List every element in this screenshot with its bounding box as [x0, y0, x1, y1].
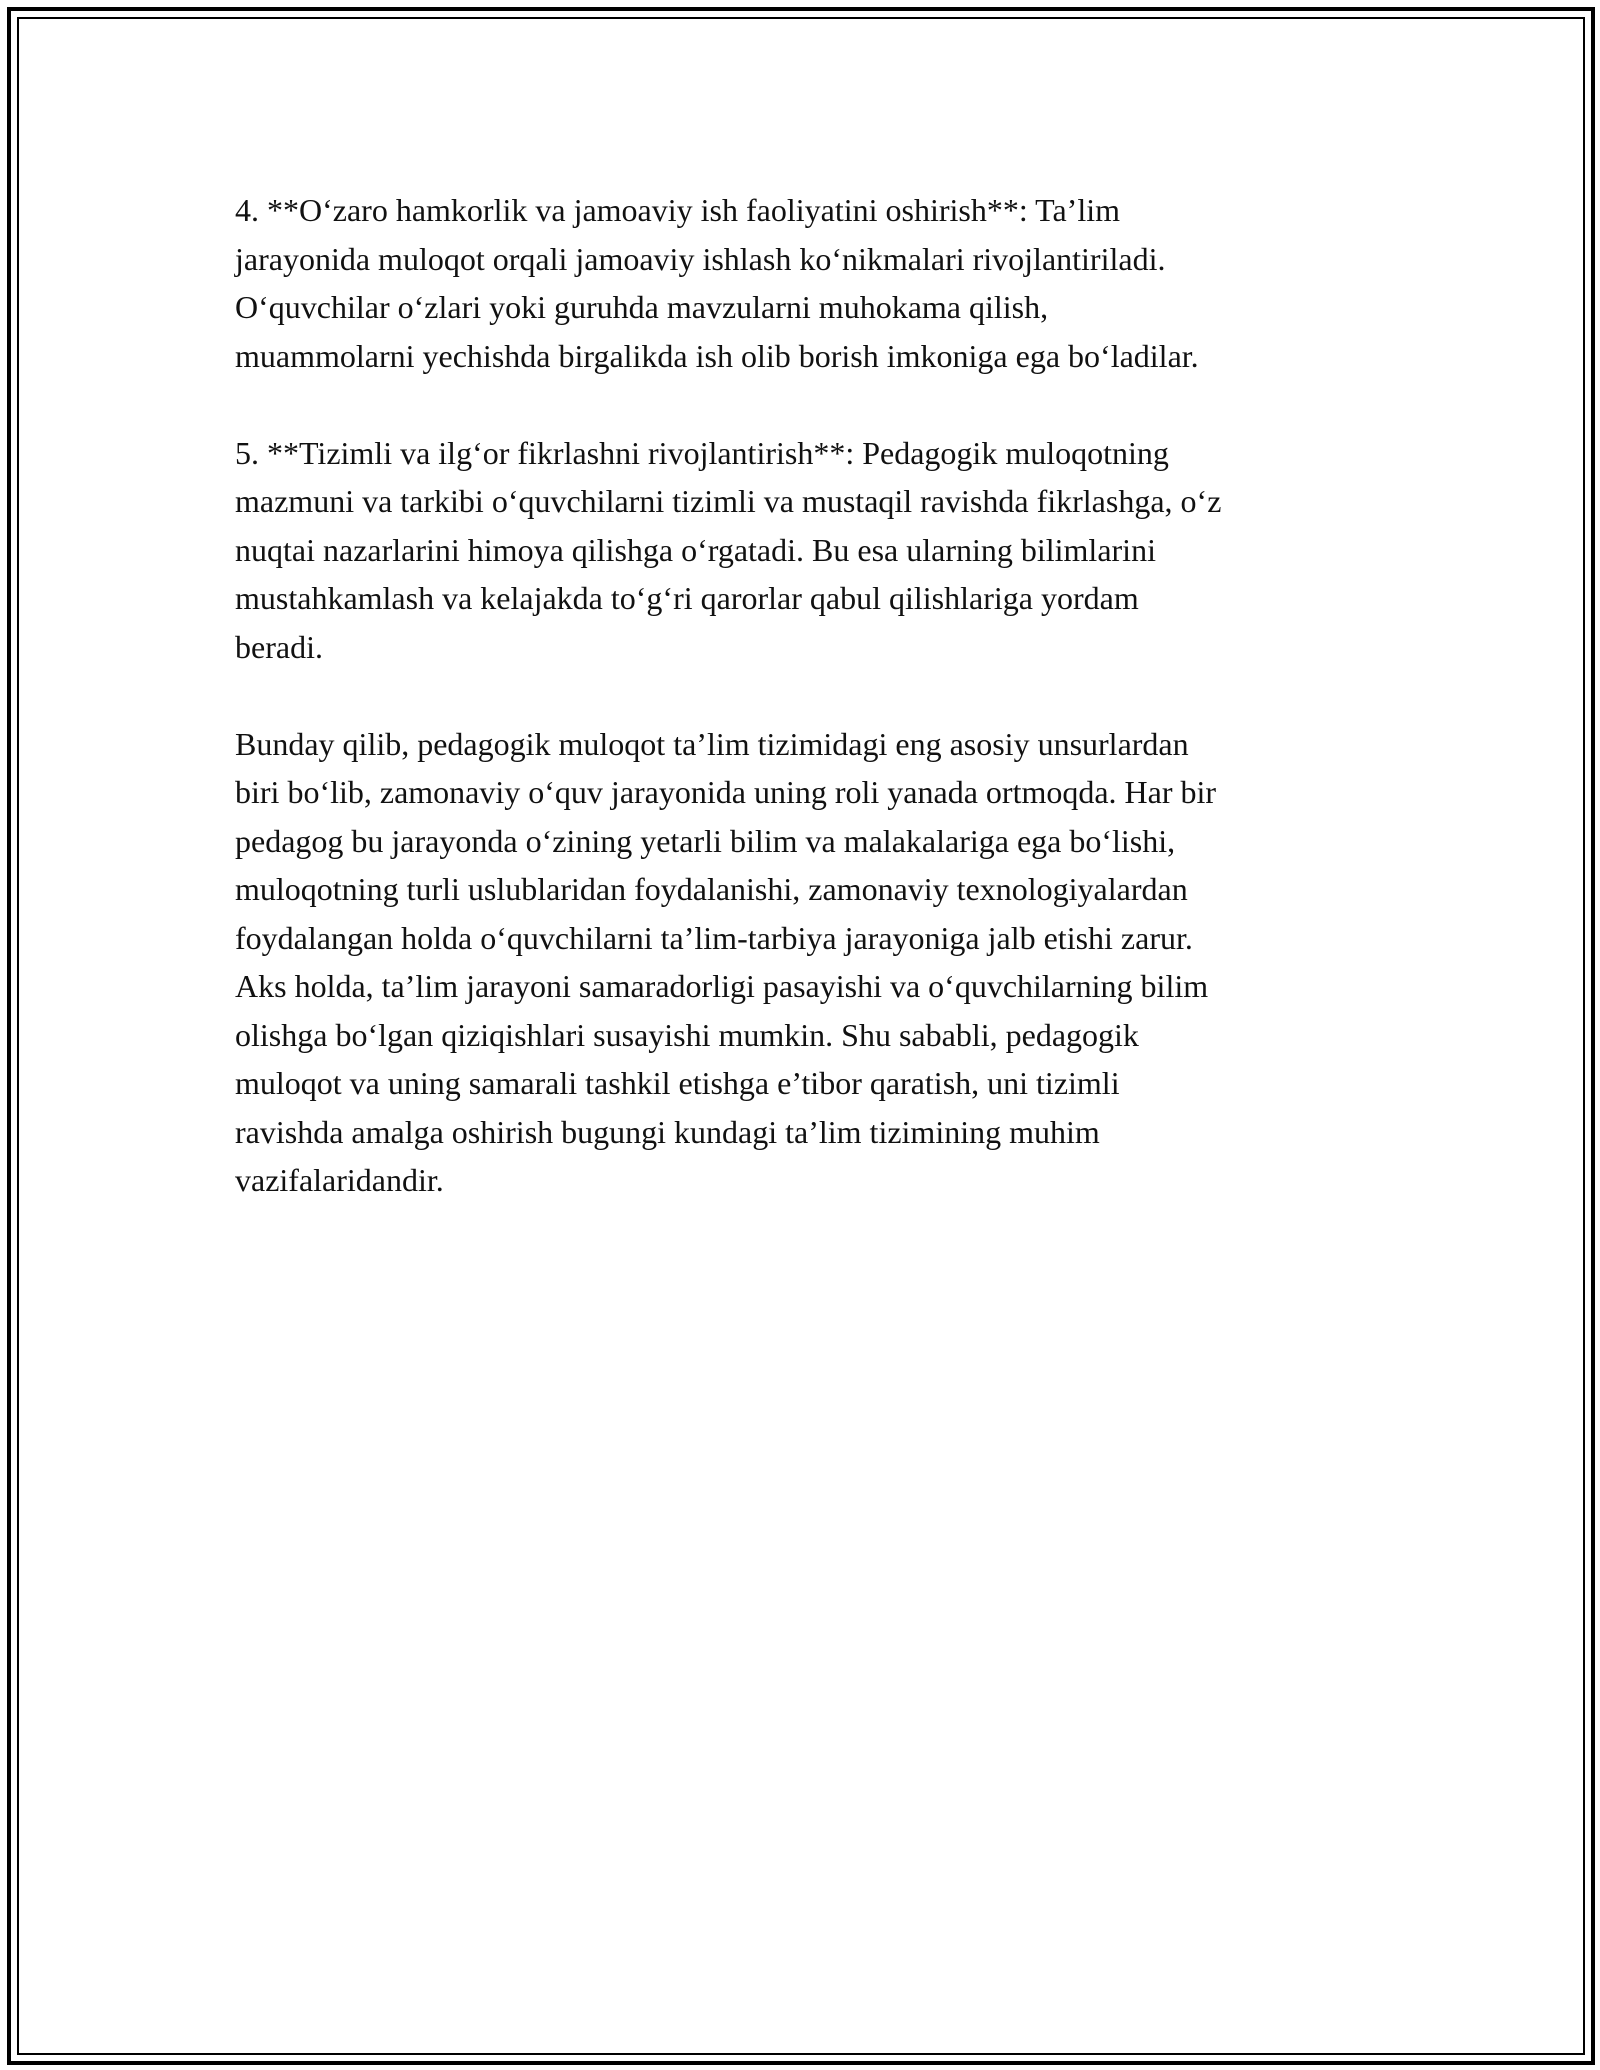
text-line: biri bo‘lib, zamonaviy o‘quv jarayonida uning roli yanada ortmoqda. Har bir — [235, 774, 1217, 810]
text-line: 5. **Tizimli va ilg‘or fikrlashni rivojlantirish**: Pedagogik muloqotning — [235, 434, 1169, 471]
text-line: beradi. — [235, 628, 323, 665]
text-line: Bunday qilib, pedagogik muloqot ta’lim tizimidagi eng asosiy unsurlardan — [235, 725, 1189, 762]
text-line: muammolarni yechishda birgalikda ish olib borish imkoniga ega bo‘ladilar. — [235, 337, 1199, 374]
document-body — [235, 186, 1375, 1253]
text-line: foydalangan holda o‘quvchilarni ta’lim-tarbiya jarayoniga jalb etishi zarur. — [235, 919, 1193, 956]
paragraph-conclusion — [235, 720, 1375, 1205]
text-line: jarayonida muloqot orqali jamoaviy ishlash ko‘nikmalari rivojlantiriladi. — [235, 240, 1166, 277]
text-line: mustahkamlash va kelajakda to‘g‘ri qarorlar qabul qilishlariga yordam — [235, 580, 1139, 616]
text-line: nuqtai nazarlarini himoya qilishga o‘rgatadi. Bu esa ularning bilimlarini — [235, 531, 1156, 568]
text-line: O‘quvchilar o‘zlari yoki guruhda mavzularni muhokama qilish, — [235, 289, 1049, 325]
paragraph-item-5 — [235, 429, 1375, 672]
paragraph-item-4 — [235, 186, 1375, 380]
text-line: 4. **O‘zaro hamkorlik va jamoaviy ish faoliyatini oshirish**: Ta’lim — [235, 192, 1120, 228]
text-line: pedagog bu jarayonda o‘zining yetarli bilim va malakalariga ega bo‘lishi, — [235, 822, 1176, 859]
text-line: muloqotning turli uslublaridan foydalanishi, zamonaviy texnologiyalardan — [235, 871, 1188, 907]
text-line: olishga bo‘lgan qiziqishlari susayishi mumkin. Shu sababli, pedagogik — [235, 1016, 1139, 1053]
text-line: ravishda amalga oshirish bugungi kundagi ta’lim tizimining muhim — [235, 1113, 1100, 1150]
text-line: mazmuni va tarkibi o‘quvchilarni tizimli va mustaqil ravishda fikrlashga, o‘z — [235, 483, 1222, 519]
text-line: muloqot va uning samarali tashkil etishga e’tibor qaratish, uni tizimli — [235, 1065, 1120, 1101]
text-line: vazifalaridandir. — [235, 1162, 444, 1198]
text-line: Aks holda, ta’lim jarayoni samaradorligi pasayishi va o‘quvchilarning bilim — [235, 968, 1209, 1004]
